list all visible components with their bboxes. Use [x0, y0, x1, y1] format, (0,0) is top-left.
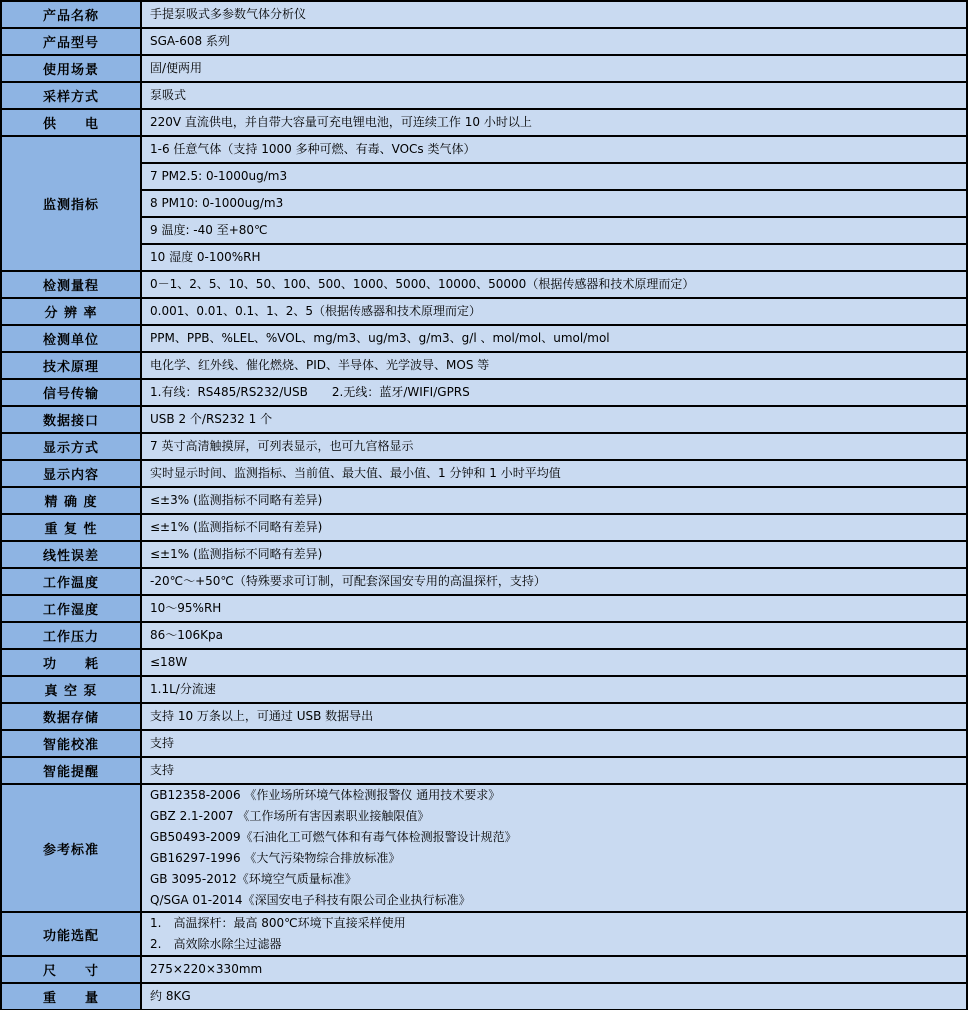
spec-label: 工作压力: [1, 622, 141, 649]
spec-value-cell: [141, 514, 967, 541]
spec-value-cell: [141, 271, 967, 298]
spec-row: [1, 136, 967, 163]
spec-value-line: 86～106Kpa: [150, 628, 224, 642]
spec-value-cell: [141, 298, 967, 325]
spec-label: 显示内容: [1, 460, 141, 487]
spec-row: [1, 541, 967, 568]
spec-label: 检测量程: [1, 271, 141, 298]
spec-value-cell: [141, 352, 967, 379]
spec-value-line: 10 湿度 0-100%RH: [150, 250, 261, 264]
spec-value-line: 0.001、0.01、0.1、1、2、5（根据传感器和技术原理而定）: [150, 304, 482, 318]
spec-row: [1, 784, 967, 912]
spec-row: [1, 622, 967, 649]
spec-value-cell: [141, 379, 967, 406]
spec-row: [1, 983, 967, 1010]
spec-row: [1, 757, 967, 784]
spec-value-cell: [141, 676, 967, 703]
spec-value-cell: [141, 82, 967, 109]
spec-value-line: GBZ 2.1-2007 《工作场所有害因素职业接触限值》: [150, 809, 430, 823]
spec-value-line: ≤±1% (监测指标不同略有差异): [150, 547, 323, 561]
spec-value-cell: [141, 244, 967, 271]
spec-row: [1, 55, 967, 82]
spec-row: [1, 649, 967, 676]
spec-row: [1, 676, 967, 703]
spec-label: 重 复 性: [1, 514, 141, 541]
spec-value-cell: [141, 136, 967, 163]
spec-value-line: 实时显示时间、监测指标、当前值、最大值、最小值、1 分钟和 1 小时平均值: [150, 466, 561, 480]
spec-row: [1, 352, 967, 379]
spec-value-line: ≤18W: [150, 655, 188, 669]
spec-row: [1, 163, 967, 190]
spec-row: [1, 298, 967, 325]
spec-row: [1, 595, 967, 622]
spec-value-line: 2. 高效除水除尘过滤器: [150, 937, 282, 951]
spec-row: [1, 28, 967, 55]
spec-value-cell: [141, 406, 967, 433]
spec-value-line: GB50493-2009《石油化工可燃气体和有毒气体检测报警设计规范》: [150, 830, 517, 844]
spec-label: 功 耗: [1, 649, 141, 676]
spec-label: 采样方式: [1, 82, 141, 109]
spec-value-cell: [141, 109, 967, 136]
spec-value-line: 9 温度: -40 至+80℃: [150, 223, 268, 237]
spec-row: [1, 730, 967, 757]
spec-value-line: GB16297-1996 《大气污染物综合排放标准》: [150, 851, 401, 865]
spec-row: [1, 82, 967, 109]
spec-value-line: 275×220×330mm: [150, 962, 263, 976]
spec-value-cell: [141, 622, 967, 649]
spec-value-line: 电化学、红外线、催化燃烧、PID、半导体、光学波导、MOS 等: [150, 358, 490, 372]
spec-label: 产品型号: [1, 28, 141, 55]
spec-row: [1, 406, 967, 433]
spec-value-line: ≤±3% (监测指标不同略有差异): [150, 493, 323, 507]
spec-label: 工作温度: [1, 568, 141, 595]
spec-value-cell: [141, 217, 967, 244]
spec-label: 功能选配: [1, 912, 141, 956]
spec-value-line: 1.1L/分流速: [150, 682, 216, 696]
spec-value-cell: [141, 703, 967, 730]
spec-row: [1, 379, 967, 406]
spec-value-cell: [141, 163, 967, 190]
spec-value-cell: [141, 568, 967, 595]
spec-value-line: 0－1、2、5、10、50、100、500、1000、5000、10000、50000（根据传感器和技术原理而定）: [150, 277, 695, 291]
spec-value-cell: [141, 28, 967, 55]
spec-value-line: 10～95%RH: [150, 601, 222, 615]
spec-value-line: 7 PM2.5: 0-1000ug/m3: [150, 169, 288, 183]
spec-label: 参考标准: [1, 784, 141, 912]
spec-value-cell: [141, 757, 967, 784]
spec-label: 技术原理: [1, 352, 141, 379]
spec-value-line: 约 8KG: [150, 989, 191, 1003]
spec-label: 智能校准: [1, 730, 141, 757]
spec-value-cell: [141, 325, 967, 352]
spec-value-line: 泵吸式: [150, 88, 187, 102]
spec-label: 数据接口: [1, 406, 141, 433]
spec-label: 重 量: [1, 983, 141, 1010]
spec-value-cell: [141, 730, 967, 757]
spec-row: [1, 244, 967, 271]
spec-value-line: GB12358-2006 《作业场所环境气体检测报警仪 通用技术要求》: [150, 788, 501, 802]
spec-label: 工作湿度: [1, 595, 141, 622]
spec-row: [1, 460, 967, 487]
spec-label: 检测单位: [1, 325, 141, 352]
spec-value-line: Q/SGA 01-2014《深国安电子科技有限公司企业执行标准》: [150, 893, 471, 907]
spec-label: 监测指标: [1, 136, 141, 271]
spec-row: [1, 433, 967, 460]
spec-value-cell: [141, 55, 967, 82]
spec-row: [1, 217, 967, 244]
spec-value-cell: [141, 190, 967, 217]
spec-row: [1, 190, 967, 217]
spec-value-cell: [141, 983, 967, 1010]
spec-value-cell: [141, 784, 967, 912]
spec-row: [1, 912, 967, 956]
spec-value-cell: [141, 595, 967, 622]
spec-label: 使用场景: [1, 55, 141, 82]
spec-value-line: GB 3095-2012《环境空气质量标准》: [150, 872, 357, 886]
spec-row: [1, 956, 967, 983]
spec-row: [1, 271, 967, 298]
spec-value-line: ≤±1% (监测指标不同略有差异): [150, 520, 323, 534]
spec-label: 显示方式: [1, 433, 141, 460]
spec-value-line: 支持: [150, 763, 175, 777]
spec-value-cell: [141, 433, 967, 460]
spec-label: 线性误差: [1, 541, 141, 568]
spec-value-line: 固/便两用: [150, 61, 203, 75]
spec-value-line: 支持 10 万条以上，可通过 USB 数据导出: [150, 709, 374, 723]
spec-value-line: 8 PM10: 0-1000ug/m3: [150, 196, 284, 210]
spec-value-line: 1-6 任意气体（支持 1000 多种可燃、有毒、VOCs 类气体）: [150, 142, 476, 156]
spec-value-cell: [141, 956, 967, 983]
spec-table-body: [1, 1, 967, 1010]
spec-value-line: 220V 直流供电，并自带大容量可充电锂电池，可连续工作 10 小时以上: [150, 115, 532, 129]
spec-label: 信号传输: [1, 379, 141, 406]
spec-label: 分 辨 率: [1, 298, 141, 325]
spec-value-line: SGA-608 系列: [150, 34, 230, 48]
spec-value-cell: [141, 460, 967, 487]
spec-label: 精 确 度: [1, 487, 141, 514]
spec-value-cell: [141, 1, 967, 28]
spec-row: [1, 1, 967, 28]
spec-label: 智能提醒: [1, 757, 141, 784]
spec-value-line: PPM、PPB、%LEL、%VOL、mg/m3、ug/m3、g/m3、g/l 、mol/mol、umol/mol: [150, 331, 610, 345]
spec-value-cell: [141, 649, 967, 676]
spec-label: 尺 寸: [1, 956, 141, 983]
spec-label: 真 空 泵: [1, 676, 141, 703]
spec-value-line: 支持: [150, 736, 175, 750]
spec-row: [1, 703, 967, 730]
spec-row: [1, 514, 967, 541]
spec-value-cell: [141, 541, 967, 568]
spec-label: 产品名称: [1, 1, 141, 28]
spec-value-line: -20℃～+50℃（特殊要求可订制，可配套深国安专用的高温探杆，支持）: [150, 574, 546, 588]
spec-row: [1, 109, 967, 136]
spec-row: [1, 325, 967, 352]
spec-value-line: 1.有线：RS485/RS232/USB 2.无线：蓝牙/WIFI/GPRS: [150, 385, 470, 399]
spec-value-line: USB 2 个/RS232 1 个: [150, 412, 273, 426]
spec-value-line: 1. 高温探杆：最高 800℃环境下直接采样使用: [150, 916, 406, 930]
spec-label: 供 电: [1, 109, 141, 136]
spec-label: 数据存储: [1, 703, 141, 730]
spec-row: [1, 487, 967, 514]
spec-value-line: 手提泵吸式多参数气体分析仪: [150, 7, 307, 21]
spec-value-cell: [141, 912, 967, 956]
spec-value-line: 7 英寸高清触摸屏，可列表显示，也可九宫格显示: [150, 439, 414, 453]
spec-row: [1, 568, 967, 595]
spec-value-cell: [141, 487, 967, 514]
